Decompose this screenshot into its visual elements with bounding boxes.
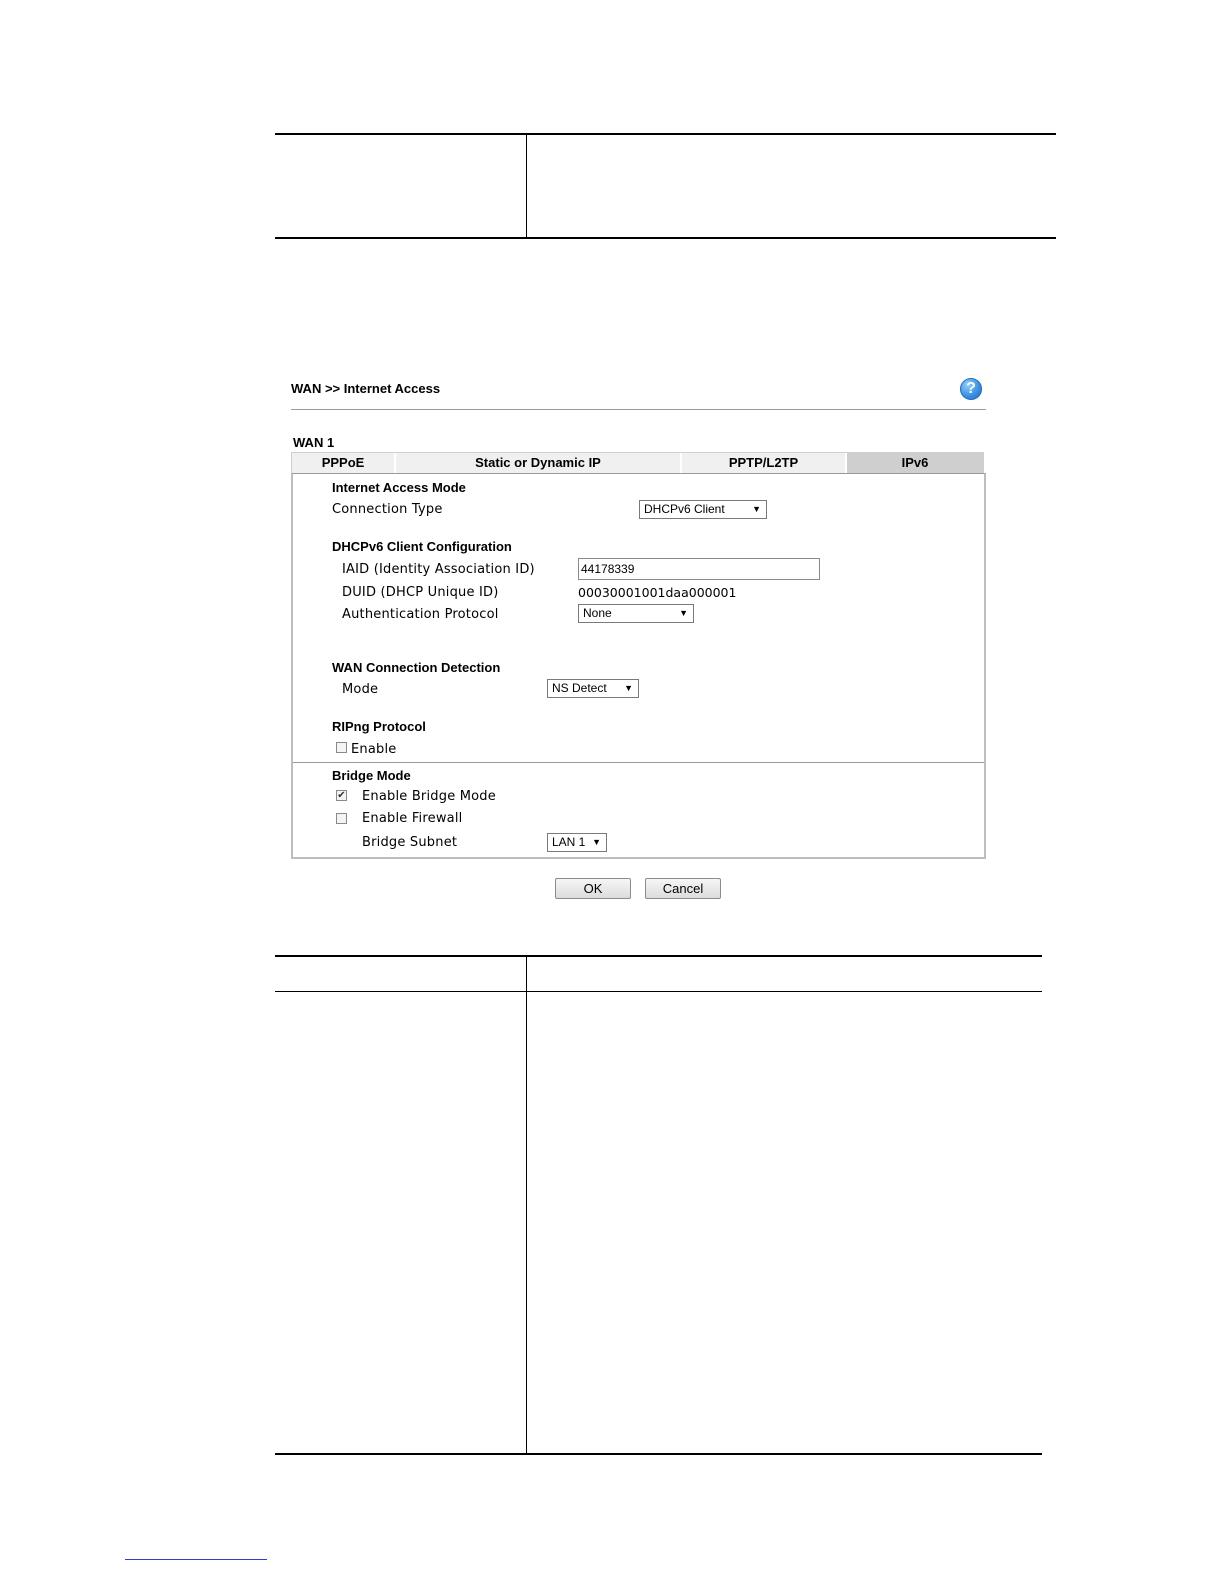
wan-label: WAN 1: [293, 435, 335, 450]
detection-mode-label: Mode: [342, 682, 379, 697]
footer-link-underline[interactable]: [125, 1559, 267, 1560]
bridge-subnet-label: Bridge Subnet: [362, 835, 458, 850]
enable-firewall-label: Enable Firewall: [362, 811, 463, 826]
auth-protocol-select[interactable]: [578, 604, 694, 623]
tab-pppoe[interactable]: PPPoE: [292, 453, 396, 473]
tab-pptp-l2tp[interactable]: PPTP/L2TP: [682, 453, 847, 473]
tab-bar: [291, 452, 984, 474]
bridge-subnet-select[interactable]: [547, 833, 607, 852]
enable-firewall-checkbox[interactable]: [336, 813, 347, 824]
connection-type-select[interactable]: [639, 500, 767, 519]
title-divider: [291, 409, 986, 410]
enable-bridge-checkbox[interactable]: ✔: [337, 790, 346, 801]
tab-static-dynamic-ip[interactable]: Static or Dynamic IP: [396, 453, 682, 473]
iaid-label: IAID (Identity Association ID): [342, 562, 535, 577]
ripng-heading: RIPng Protocol: [332, 719, 426, 734]
tab-ipv6[interactable]: IPv6: [847, 453, 983, 473]
auth-protocol-label: Authentication Protocol: [342, 607, 499, 622]
chevron-down-icon: ▼: [592, 837, 601, 847]
enable-bridge-label: Enable Bridge Mode: [362, 789, 496, 804]
doc-table-bottom-rule: [275, 237, 1056, 239]
help-icon[interactable]: ?: [960, 378, 982, 400]
chevron-down-icon: ▼: [624, 683, 633, 693]
bridge-mode-heading: Bridge Mode: [332, 768, 411, 783]
ripng-enable-checkbox[interactable]: [336, 742, 347, 753]
doc-table-column-divider: [526, 135, 527, 238]
bridge-section-divider: [293, 762, 984, 763]
iaid-input[interactable]: 44178339: [578, 558, 820, 580]
connection-type-label: Connection Type: [332, 502, 443, 517]
doc-table2-top-rule: [275, 955, 1042, 957]
detection-mode-select[interactable]: [547, 679, 639, 698]
doc-table-top-rule: [275, 133, 1056, 135]
wan-detection-heading: WAN Connection Detection: [332, 660, 501, 675]
auth-protocol-value: None: [583, 606, 612, 620]
internet-access-mode-heading: Internet Access Mode: [332, 480, 466, 495]
dhcpv6-config-heading: DHCPv6 Client Configuration: [332, 539, 512, 554]
doc-table2-bottom-rule: [275, 1453, 1042, 1455]
doc-table2-header-rule: [275, 991, 1042, 992]
ok-button[interactable]: OK: [555, 878, 631, 899]
connection-type-value: DHCPv6 Client: [644, 502, 725, 516]
ripng-enable-label: Enable: [351, 742, 397, 757]
cancel-button[interactable]: Cancel: [645, 878, 721, 899]
chevron-down-icon: ▼: [752, 504, 761, 514]
duid-label: DUID (DHCP Unique ID): [342, 585, 499, 600]
chevron-down-icon: ▼: [679, 608, 688, 618]
duid-value: 00030001001daa000001: [578, 585, 737, 600]
detection-mode-value: NS Detect: [552, 681, 607, 695]
doc-table2-column-divider: [526, 957, 527, 1454]
breadcrumb: WAN >> Internet Access: [291, 381, 441, 396]
bridge-subnet-value: LAN 1: [552, 835, 586, 849]
